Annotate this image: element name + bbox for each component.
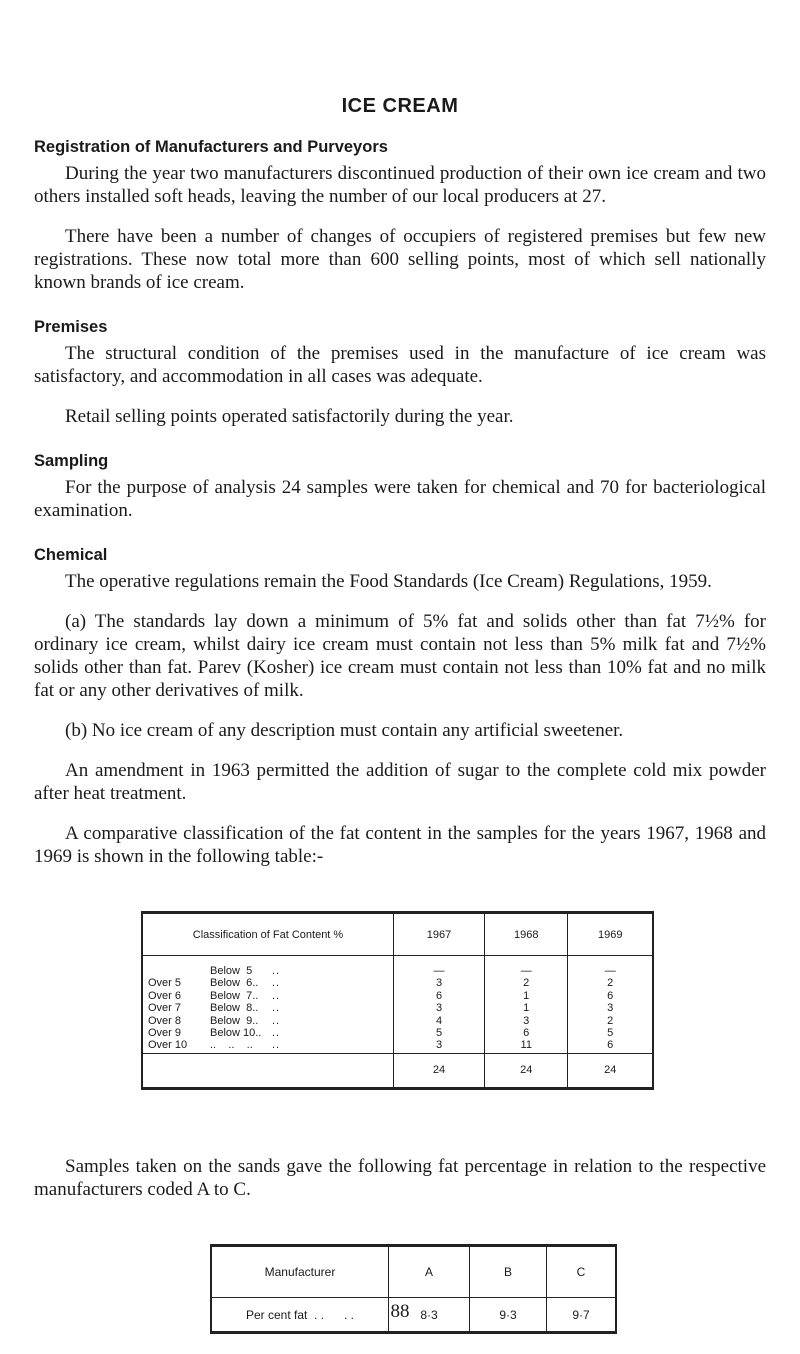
heading-sampling: Sampling [34, 452, 109, 470]
fat-table-col-1969: — 2 6 3 2 5 6 [568, 956, 653, 1054]
document-page [34, 0, 766, 868]
fat-table-col-1967: — 3 6 3 4 5 3 [394, 956, 485, 1054]
table-row: Over 9 Below 10.. .. [148, 1027, 281, 1040]
table-row: Over 10 .. .. .. .. [148, 1039, 281, 1052]
fat-value-c: 9·7 [547, 1298, 617, 1333]
manufacturer-code-b: B [470, 1246, 547, 1298]
fat-table-col-1968: — 2 1 1 3 6 11 [485, 956, 568, 1054]
paragraph-premises-2: Retail selling points operated satisfactorily during the year. [65, 406, 514, 427]
heading-chemical: Chemical [34, 546, 108, 564]
fat-table-header-classification: Classification of Fat Content % [142, 913, 394, 956]
per-cent-fat-label: Per cent fat . . . . [211, 1298, 389, 1333]
table-row: Over 7 Below 8.. .. [148, 1002, 281, 1015]
manufacturer-header: Manufacturer [211, 1246, 389, 1298]
fat-table-totals-row [142, 1053, 653, 1088]
manufacturer-code-c: C [547, 1246, 617, 1298]
heading-registration: Registration of Manufacturers and Purveyors [34, 138, 388, 156]
paragraph-chemical-2: (a) The standards lay down a minimum of 5% fat and solids other than fat 7½% for ordinary ice cream, whilst dairy ice cream must contain not less than 5% milk fat and 7½% solids other than fat. Parev (Kosher) ice cream must contain not less than 10% fat and no milk fat or any other derivatives of milk. [34, 611, 766, 701]
fat-table-header-1968: 1968 [485, 913, 568, 956]
fat-value-b: 9·3 [470, 1298, 547, 1333]
fat-table-total-1969: 24 [568, 1053, 653, 1088]
paragraph-premises-1: The structural condition of the premises used in the manufacture of ice cream was satisfactory, and accommodation in all cases was adequate. [34, 343, 766, 387]
paragraph-chemical-1: The operative regulations remain the Food Standards (Ice Cream) Regulations, 1959. [65, 571, 712, 592]
fat-table-header-1969: 1969 [568, 913, 653, 956]
fat-table-header-1967: 1967 [394, 913, 485, 956]
paragraph-chemical-3: (b) No ice cream of any description must contain any artificial sweetener. [65, 720, 624, 741]
paragraph-chemical-5: A comparative classification of the fat content in the samples for the years 1967, 1968 and 1969 is shown in the following table:- [34, 823, 766, 867]
page-title: ICE CREAM [341, 95, 459, 117]
fat-table-total-1968: 24 [485, 1053, 568, 1088]
fat-content-table [141, 911, 654, 1090]
fat-table-total-1967: 24 [394, 1053, 485, 1088]
paragraph-sands: Samples taken on the sands gave the following fat percentage in relation to the respective manufacturers coded A to C. [34, 1156, 766, 1200]
fat-table-classification-cell [142, 956, 394, 1054]
table-row: Below 5 .. [210, 965, 281, 977]
paragraph-registration-2: There have been a number of changes of occupiers of registered premises but few new registrations. These now total more than 600 selling points, most of which sell nationally known brands of ice cream. [34, 226, 766, 293]
heading-premises: Premises [34, 318, 108, 336]
paragraph-sampling-1: For the purpose of analysis 24 samples were taken for chemical and 70 for bacteriological examination. [34, 477, 766, 521]
manufacturer-code-a: A [389, 1246, 470, 1298]
paragraph-chemical-4: An amendment in 1963 permitted the addition of sugar to the complete cold mix powder after heat treatment. [34, 760, 766, 804]
table-row: Over 8 Below 9.. .. [148, 1014, 281, 1027]
fat-value-a: 8·3 [389, 1298, 470, 1333]
table-row: Over 5 Below 6.. .. [148, 977, 281, 990]
paragraph-registration-1: During the year two manufacturers discontinued production of their own ice cream and two others installed soft heads, leaving the number of our local producers at 27. [34, 163, 766, 207]
table-row: Over 6 Below 7.. .. [148, 989, 281, 1002]
page-number: 88 [390, 1301, 410, 1322]
